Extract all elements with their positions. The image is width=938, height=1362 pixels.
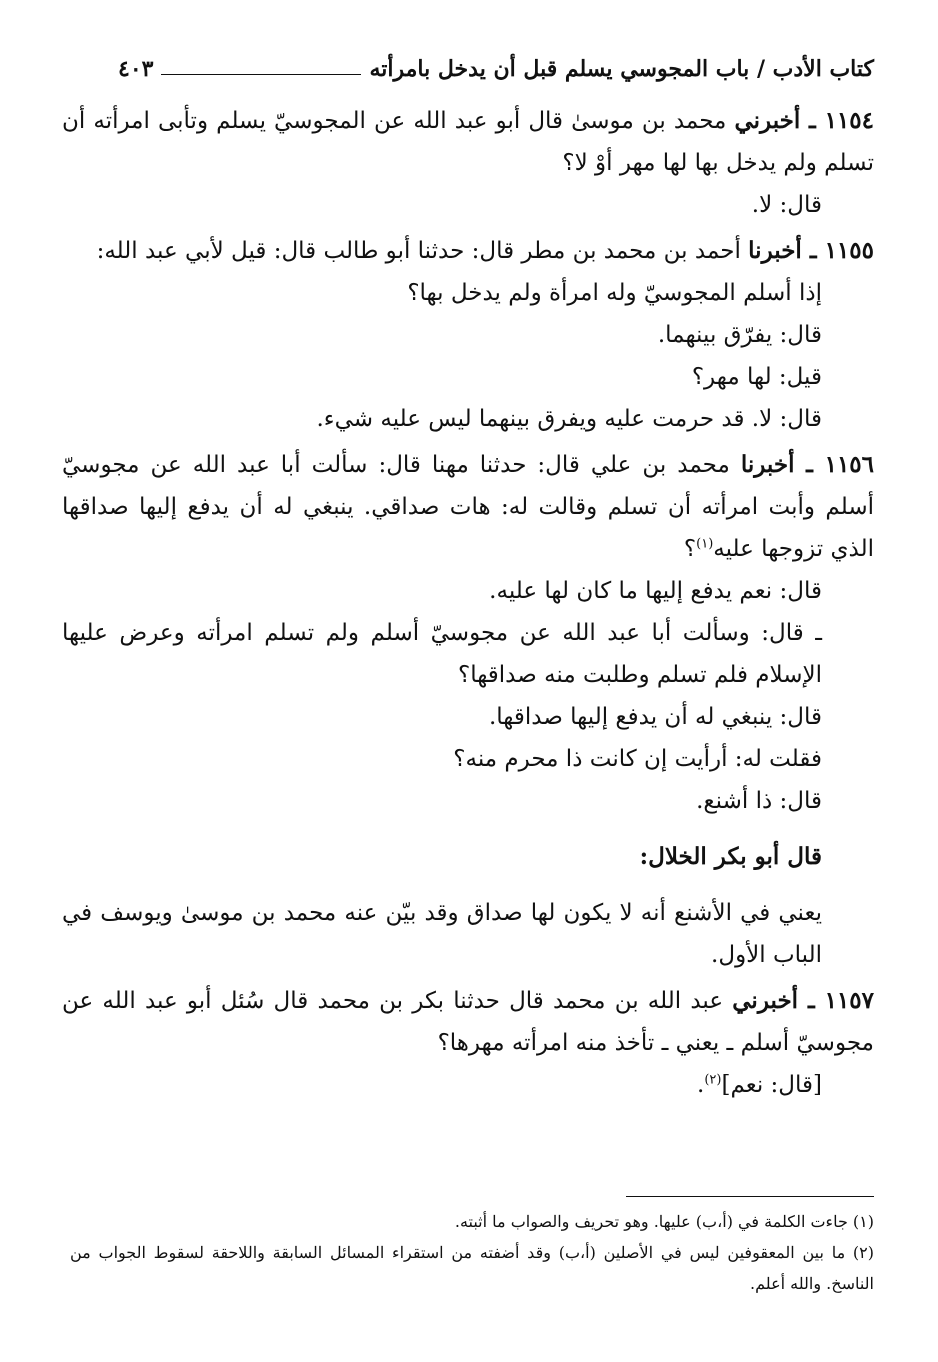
footnote-ref-2: (٢) xyxy=(704,1072,722,1088)
answer-line xyxy=(62,1064,874,1106)
answer-line: قال: ذا أشنع. xyxy=(696,788,822,814)
answer-line: قال: لا. xyxy=(751,192,822,218)
hadith-number: ١١٥٧ ـ أخبرني xyxy=(732,987,874,1014)
hadith-tail: ؟ xyxy=(683,536,697,562)
hadith-text: محمد بن علي قال: حدثنا مهنا قال: سألت أبا عبد الله عن مجوسيّ أسلم وأبت امرأته أن تسلم وقالت له: هات صداقي. ينبغي له أن يدفع إليها صداقها الذي تزوجها عليه xyxy=(62,452,874,562)
hadith-number: ١١٥٤ ـ أخبرني xyxy=(734,107,874,134)
answer-tail: . xyxy=(697,1072,705,1098)
running-header xyxy=(118,44,874,84)
answer-text: [قال: نعم] xyxy=(721,1072,822,1098)
question-line: إذا أسلم المجوسيّ وله امرأة ولم يدخل بها؟ xyxy=(407,280,822,306)
question-line: فقلت له: أرأيت إن كانت ذا محرم منه؟ xyxy=(453,746,822,772)
answer-line: قال: نعم يدفع إليها ما كان لها عليه. xyxy=(489,578,822,604)
question-paragraph: ـ قال: وسألت أبا عبد الله عن مجوسيّ أسلم ولم تسلم امرأته وعرض عليها الإسلام فلم تسلم وطلبت منه صداقها؟ xyxy=(62,620,822,688)
page-body xyxy=(62,96,874,1106)
footnote-2: (٢) ما بين المعقوفين ليس في الأصلين (أ،ب) وقد أضفته من استقراء المسائل السابقة واللاحقة لسقوط الجواب من الناسخ. والله أعلم. xyxy=(70,1243,874,1293)
hadith-number: ١١٥٥ ـ أخبرنا xyxy=(748,237,874,264)
hadith-1156 xyxy=(62,444,874,570)
commentator-heading: قال أبو بكر الخلال: xyxy=(639,843,822,870)
header-rule xyxy=(161,74,361,75)
footnote-rule xyxy=(626,1196,874,1197)
answer-line: قال: ينبغي له أن يدفع إليها صداقها. xyxy=(488,704,822,730)
commentary-paragraph: يعني في الأشنع أنه لا يكون لها صداق وقد بيّن عنه محمد بن موسىٰ ويوسف في الباب الأول. xyxy=(62,900,822,968)
hadith-1155 xyxy=(62,230,874,272)
hadith-number: ١١٥٦ ـ أخبرنا xyxy=(740,451,875,478)
answer-line: قال: لا. قد حرمت عليه ويفرق بينهما ليس عليه شيء. xyxy=(316,406,822,432)
spacer xyxy=(62,878,874,892)
page-number: ٤٠٣ xyxy=(118,56,154,82)
question-line: قيل: لها مهر؟ xyxy=(691,364,822,390)
hadith-text: محمد بن موسىٰ قال أبو عبد الله عن المجوسيّ يسلم وتأبى امرأته أن تسلم ولم يدخل بها لها مهر أوْ لا؟ xyxy=(62,108,874,176)
spacer xyxy=(62,822,874,836)
hadith-text: عبد الله بن محمد قال حدثنا بكر بن محمد قال سُئل أبو عبد الله عن مجوسيّ أسلم ـ يعني ـ تأخذ منه امرأته مهرها؟ xyxy=(62,988,874,1056)
hadith-1157 xyxy=(62,980,874,1064)
header-title: كتاب الأدب / باب المجوسي يسلم قبل أن يدخل بامرأته xyxy=(369,56,874,82)
footnote-1: (١) جاءت الكلمة في (أ،ب) عليها. وهو تحريف والصواب ما أثبته. xyxy=(454,1212,874,1231)
hadith-1154 xyxy=(62,100,874,184)
answer-line: قال: يفرّق بينهما. xyxy=(657,322,822,348)
footnotes xyxy=(70,1206,874,1299)
hadith-text: أحمد بن محمد بن مطر قال: حدثنا أبو طالب قال: قيل لأبي عبد الله: xyxy=(96,238,749,264)
footnote-ref-1: (١) xyxy=(696,536,714,552)
